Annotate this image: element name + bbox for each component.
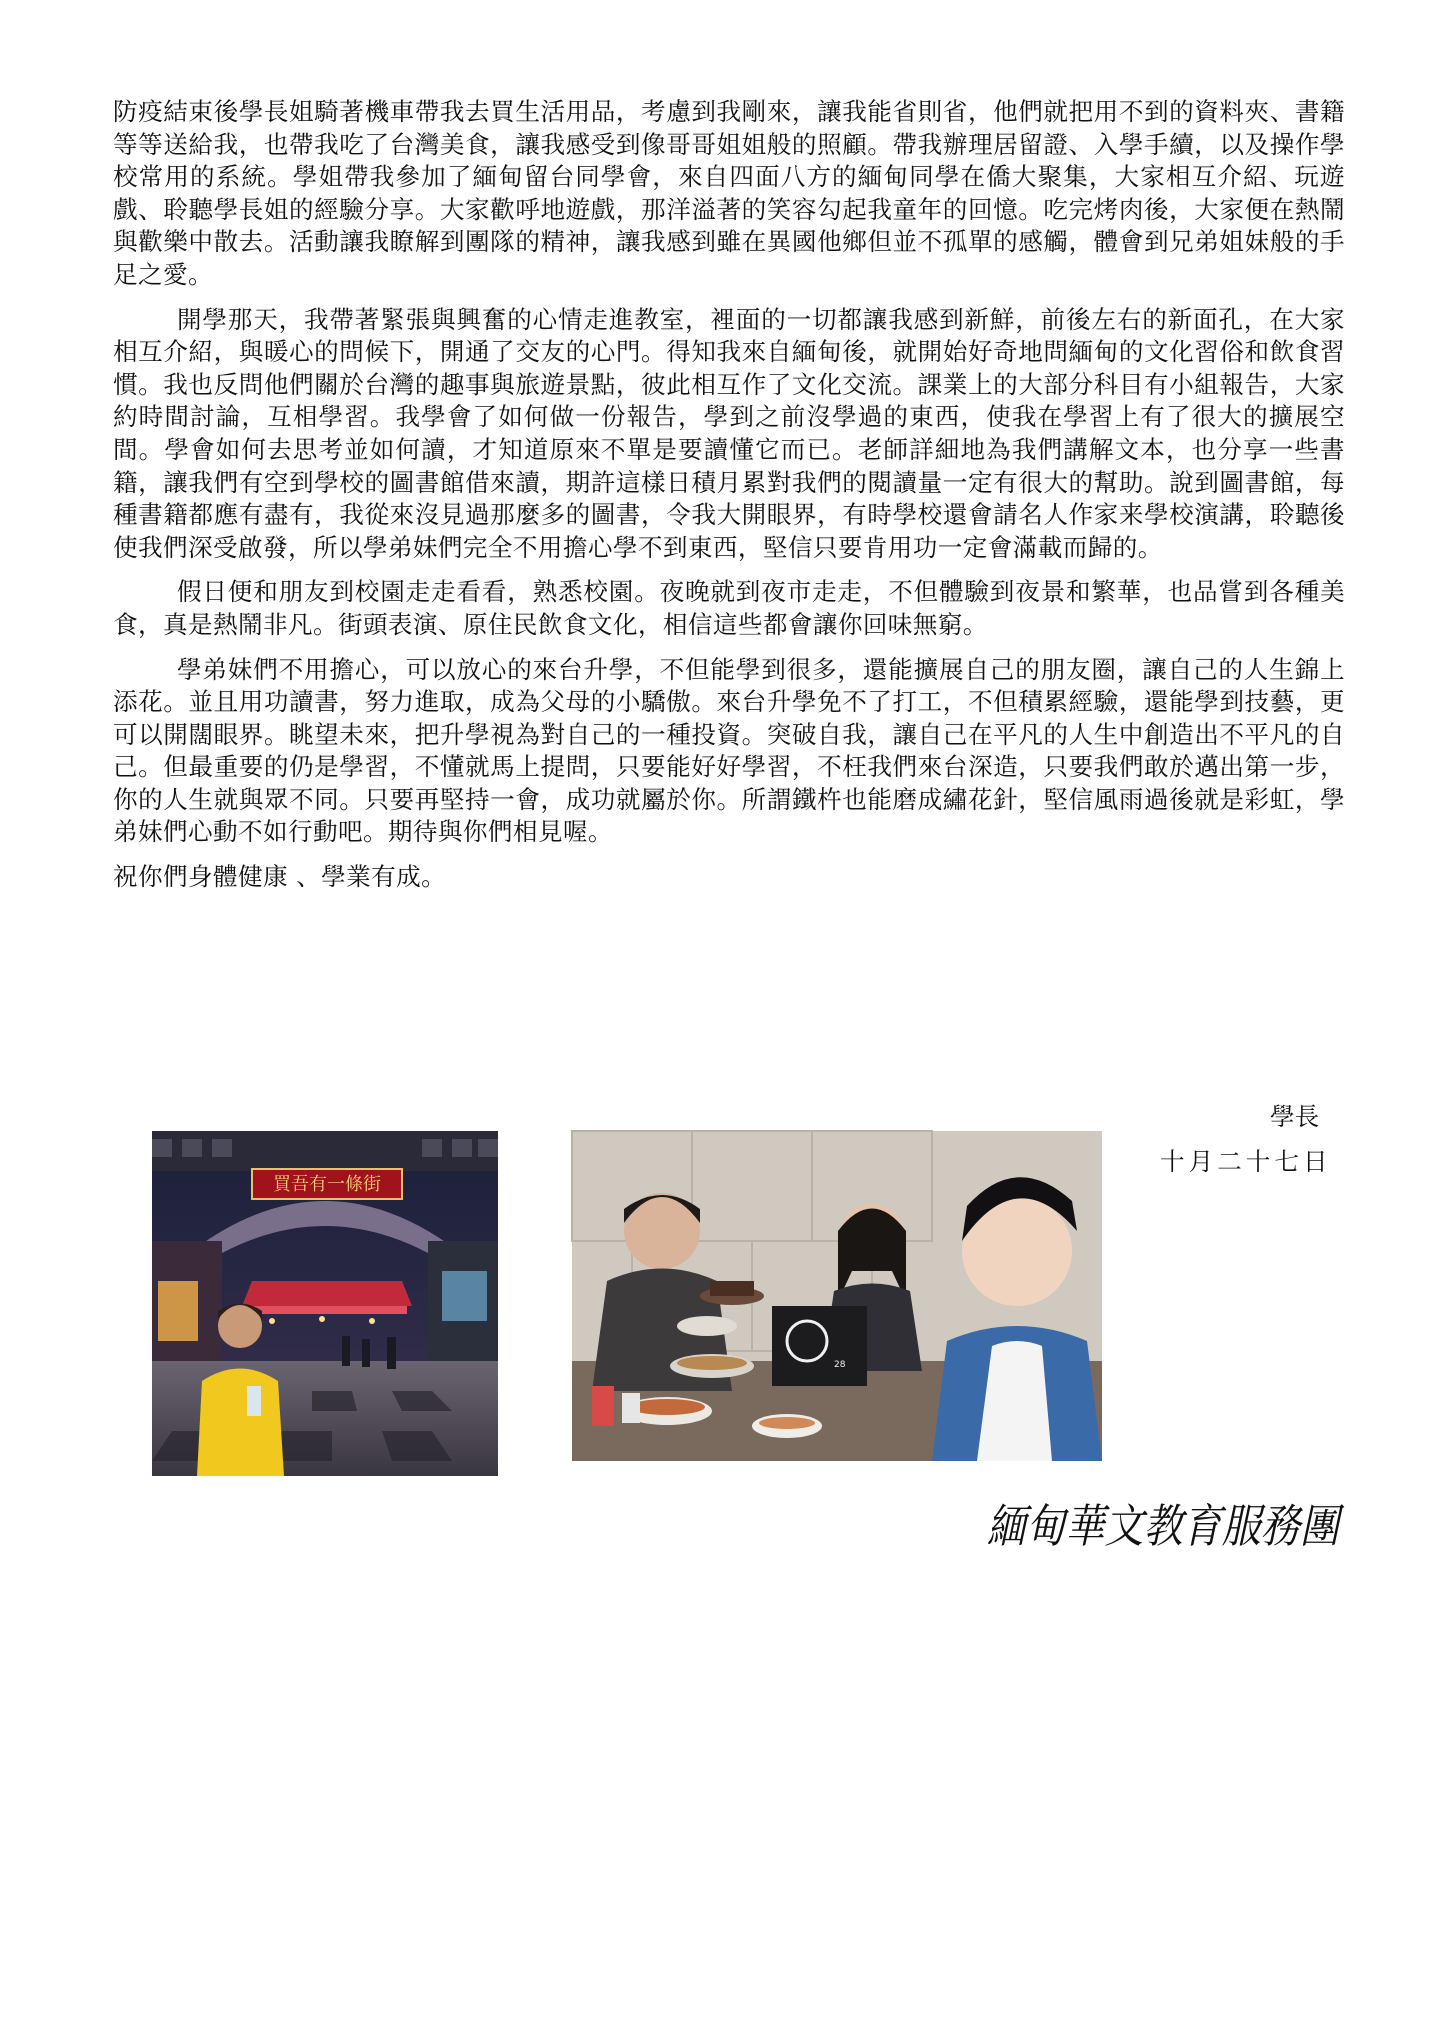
street-sign-text: 買吾有一條街 — [273, 1174, 381, 1195]
organization-calligraphy — [985, 1490, 1345, 1560]
letter-body — [113, 96, 1345, 906]
paragraph-2: 開學那天，我帶著緊張與興奮的心情走進教室，裡面的一切都讓我感到新鮮，前後左右的新面孔，在大家相互介紹，與暖心的問候下，開通了交友的心門。得知我來自緬甸後，就開始好奇地問緬甸的文化習俗和飲食習慣。我也反問他們關於台灣的趣事與旅遊景點，彼此相互作了文化交流。課業上的大部分科目有小組報告，大家約時間討論，互相學習。我學會了如何做一份報告，學到之前沒學過的東西，使我在學習上有了很大的擴展空間。學會如何去思考並如何讀，才知道原來不單是要讀懂它而已。老師詳細地為我們講解文本，也分享一些書籍，讓我們有空到學校的圖書館借來讀，期許這樣日積月累對我們的閱讀量一定有很大的幫助。說到圖書館，每種書籍都應有盡有，我從來沒見過那麼多的圖書，令我大開眼界，有時學校還會請名人作家来學校演講，聆聽後使我們深受啟發，所以學弟妹們完全不用擔心學不到東西，堅信只要肯用功一定會滿載而歸的。 — [113, 304, 1345, 562]
letter-date: 十月二十七日 — [1160, 1147, 1332, 1176]
closing-wish: 祝你們身體健康 、學業有成。 — [113, 862, 447, 892]
friends-dinner-photo — [572, 1131, 1102, 1461]
paragraph-1: 防疫結束後學長姐騎著機車帶我去買生活用品，考慮到我剛來，讓我能省則省，他們就把用不到的資料夾、書籍等等送給我，也帶我吃了台灣美食，讓我感受到像哥哥姐姐般的照顧。帶我辦理居留證、入學手續，以及操作學校常用的系統。學姐帶我參加了緬甸留台同學會，來自四面八方的緬甸同學在僑大聚集，大家相互介紹、玩遊戲、聆聽學長姐的經驗分享。大家歡呼地遊戲，那洋溢著的笑容勾起我童年的回憶。吃完烤肉後，大家便在熱鬧與歡樂中散去。活動讓我瞭解到團隊的精神，讓我感到雖在異國他鄉但並不孤單的感觸，體會到兄弟姐妹般的手足之愛。 — [113, 97, 1345, 289]
organization-name: 緬甸華文教育服務團 — [987, 1499, 1345, 1553]
signature: 學長 — [1270, 1102, 1320, 1131]
box-label: 28 — [834, 1360, 846, 1370]
night-market-photo — [152, 1131, 498, 1476]
paragraph-4: 學弟妹們不用擔心，可以放心的來台升學，不但能學到很多，還能擴展自己的朋友圈，讓自己的人生錦上添花。並且用功讀書，努力進取，成為父母的小驕傲。來台升學免不了打工，不但積累經驗，還能學到技藝，更可以開闊眼界。眺望未來，把升學視為對自己的一種投資。突破自我，讓自己在平凡的人生中創造出不平凡的自己。但最重要的仍是學習，不懂就馬上提問，只要能好好學習，不枉我們來台深造，只要我們敢於邁出第一步，你的人生就與眾不同。只要再堅持一會，成功就屬於你。所謂鐵杵也能磨成繡花針，堅信風雨過後就是彩虹，學弟妹們心動不如行動吧。期待與你們相見喔。 — [113, 654, 1345, 847]
paragraph-3: 假日便和朋友到校園走走看看，熟悉校園。夜晚就到夜市走走，不但體驗到夜景和繁華，也品嘗到各種美食，真是熱鬧非凡。街頭表演、原住民飲食文化，相信這些都會讓你回味無窮。 — [113, 577, 1345, 639]
